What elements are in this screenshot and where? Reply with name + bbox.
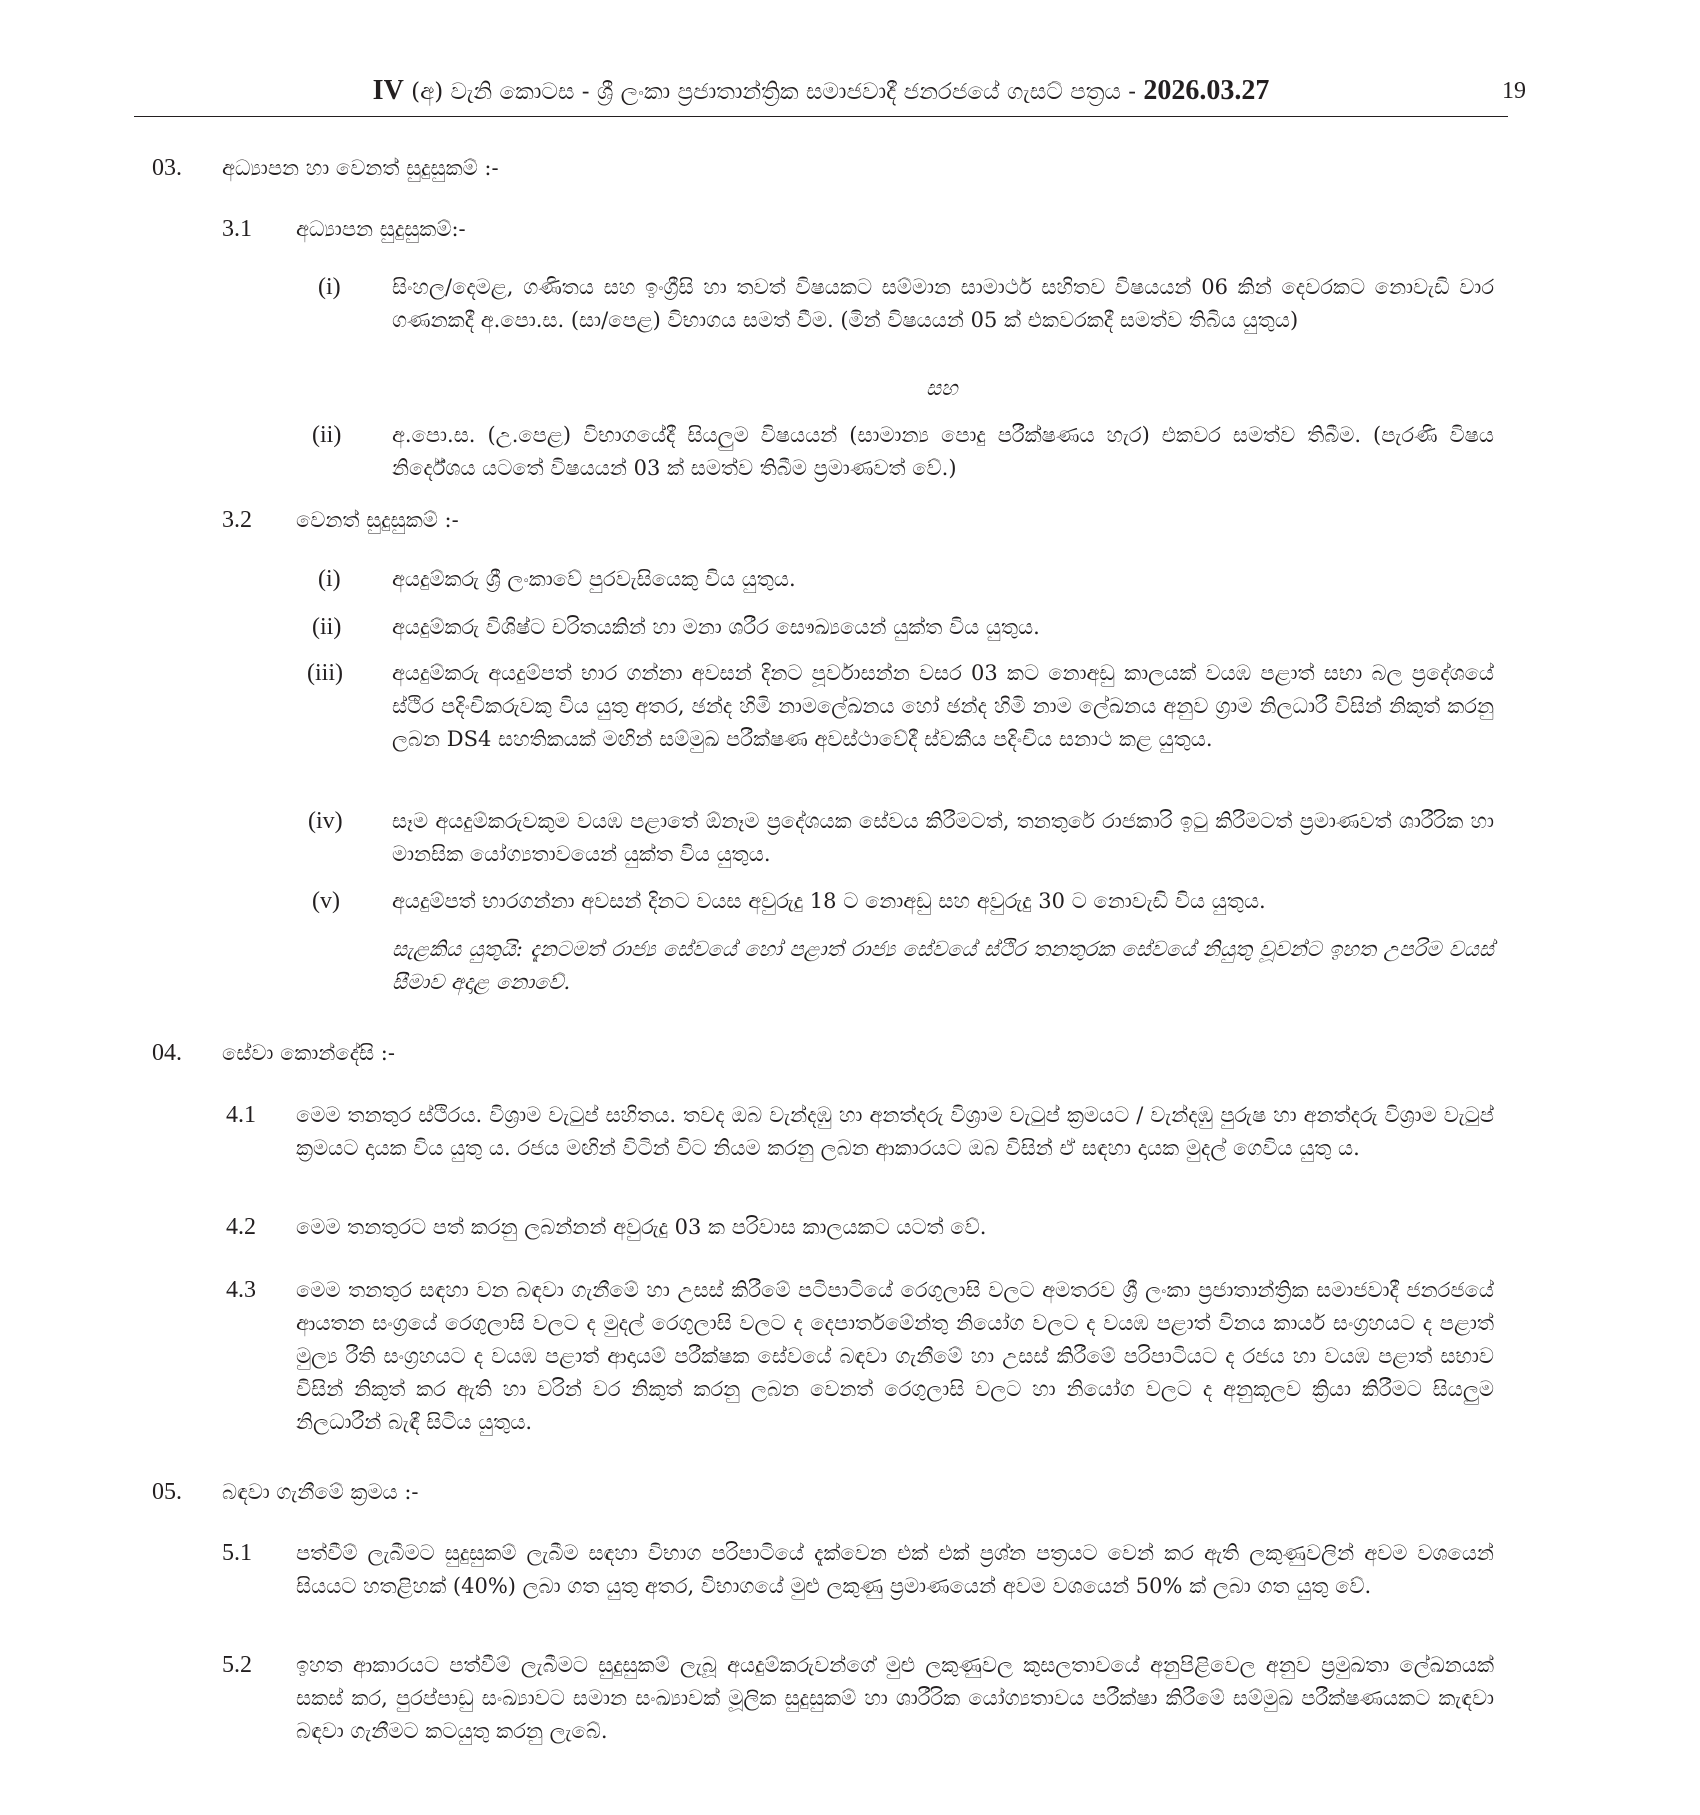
item-label: (ii) — [312, 422, 342, 448]
subsection-number: 3.2 — [222, 507, 252, 533]
conjunction-and: සහ — [926, 376, 958, 400]
subsection-text: මෙම තනතුර සඳහා වන බඳවා ගැනීමේ හා උසස් කිරීමේ පටිපාටියේ රෙගුලාසි වලට අමතරව ශ්‍රී ලංකා ප්‍රජාතාන්ත්‍රික සමාජවාදී ජනරජයේ ආයතන සංග්‍රයේ රෙගුලාසි වලට ද මුදල් රෙගුලාසි වලට ද දෙපාර්තමේන්තු නියෝග වලට ද වයඹ පළාත් විනය කාර්ය සංග්‍රහයට ද පළාත් මුල්‍ය රීති සංග්‍රහයට ද වයඹ පළාත් ආදායම් පරීක්ෂක සේවයේ බඳවා ගැනීමේ හා උසස් කිරීමේ පරිපාටියට ද රජය හා වයඹ පළාත් සභාව විසින් නිකුත් කර ඇති හා වරින් වර නිකුත් කරනු ලබන වෙනත් රෙගුලාසි වලට හා නියෝග වලට ද අනුකූලව ක්‍රියා කිරීමට සියලුම නිලධාරීන් බැඳී සිටිය යුතුය. — [296, 1278, 1494, 1434]
item-label: (v) — [312, 888, 340, 914]
page-header — [134, 74, 1526, 118]
subsection-title: අධ්‍යාපන සුදුසුකම්:- — [296, 217, 466, 241]
gazette-title — [134, 74, 1508, 109]
item-label: (iii) — [307, 660, 343, 686]
item-text: අයදුම්පත් භාරගන්නා අවසන් දිනට වයස අවුරුදු 18 ට නොඅඩු සහ අවුරුදු 30 ට නොවැඩි විය යුතුය. — [392, 889, 1266, 913]
item-label: (iv) — [308, 808, 343, 834]
subsection-text: ඉහත ආකාරයට පත්වීම් ලැබීමට සුදුසුකම් ලැබූ අයදුම්කරුවන්ගේ මුළු ලකුණුවල කුසලතාවයේ අනුපිළිවෙල අනුව ප්‍රමුඛතා ලේඛනයක් සකස් කර, පුරප්පාඩු සංඛ්‍යාවට සමාන සංඛ්‍යාවක් මූලික සුදුසුකම් හා ශාරීරික යෝග්‍යතාවය පරීක්ෂා කිරීමේ සම්මුඛ පරීක්ෂණයකට කැඳවා බඳවා ගැනීමට කටයුතු කරනු ලැබේ. — [296, 1653, 1494, 1743]
section-title: සේවා කොන්දේසි :- — [222, 1041, 395, 1065]
subsection-title: වෙනත් සුදුසුකම් :- — [296, 508, 459, 532]
subsection-number: 4.3 — [226, 1277, 256, 1303]
section-title: බඳවා ගැනීමේ ක්‍රමය :- — [222, 1480, 419, 1504]
subsection-number: 4.1 — [226, 1102, 256, 1128]
subsection-number: 4.2 — [226, 1214, 256, 1240]
note-text: සැළකිය යුතුයි: දැනටමත් රාජ්‍ය සේවයේ හෝ පළාත් රාජ්‍ය සේවයේ ස්ථිර තනතුරක සේවයේ නියුතු වූවන්ට ඉහත උපරිම වයස් සීමාව අදාළ නොවේ. — [392, 937, 1494, 994]
item-text: අයදුම්කරු විශිෂ්ට චරිතයකින් හා මනා ශරීර සෞඛ්‍යයෙන් යුක්ත විය යුතුය. — [392, 615, 1040, 639]
subsection-number: 5.2 — [222, 1652, 252, 1678]
part-prefix: IV — [372, 75, 404, 106]
section-title: අධ්‍යාපන හා වෙනත් සුදුසුකම් :- — [222, 156, 499, 180]
gazette-date: 2026.03.27 — [1143, 75, 1270, 106]
item-text: අ.පො.ස. (උ.පෙළ) විභාගයේදී සියලුම විෂයයන් (සාමාන්‍ය පොදු පරීක්ෂණය හැර) එකවර සමත්ව තිබීම. (පැරණි විෂය නිර්දේශය යටතේ විෂයයන් 03 ක් සමත්ව තිබීම ප්‍රමාණවත් වේ.) — [392, 423, 1494, 480]
subsection-text: පත්වීම් ලැබීමට සුදුසුකම් ලැබීම සඳහා විභාග පරිපාටියේ දැක්වෙන එක් එක් ප්‍රශ්න පත්‍රයට වෙන් කර ඇති ලකුණුවලින් අවම වශයෙන් සියයට හතළිහක් (40%) ලබා ගත යුතු අතර, විභාගයේ මුළු ලකුණු ප්‍රමාණයෙන් අවම වශයෙන් 50% ක් ලබා ගත යුතු වේ. — [296, 1541, 1494, 1598]
part-label: (අ) වැනි කොටස - ශ්‍රී ලංකා ප්‍රජාතාන්ත්‍රික සමාජවාදී ජනරජයේ ගැසට් පත්‍රය - — [403, 79, 1144, 105]
item-text: සෑම අයදුම්කරුවකුම වයඹ පළාතේ ඕනෑම ප්‍රදේශයක සේවය කිරීමටත්, තනතුරේ රාජකාරි ඉටු කිරීමටත් ප්‍රමාණවත් ශාරීරික හා මානසික යෝග්‍යතාවයෙන් යුක්ත විය යුතුය. — [392, 809, 1494, 866]
subsection-number: 3.1 — [222, 216, 252, 242]
item-text: අයදුම්කරු ශ්‍රී ලංකාවේ පුරවැසියෙකු විය යුතුය. — [392, 567, 796, 591]
subsection-text: මෙම තනතුරට පත් කරනු ලබන්නන් අවුරුදු 03 ක පරිවාස කාලයකට යටත් වේ. — [296, 1215, 987, 1239]
item-label: (i) — [318, 274, 341, 300]
section-number: 05. — [152, 1479, 182, 1505]
item-label: (i) — [318, 566, 341, 592]
subsection-text: මෙම තනතුර ස්ථිරය. විශ්‍රාම වැටුප් සහිතය. තවද ඔබ වැන්දඹු හා අනත්දරු විශ්‍රාම වැටුප් ක්‍රමයට / වැන්දඹු පුරුෂ හා අනත්දරු විශ්‍රාම වැටුප් ක්‍රමයට දායක විය යුතු ය. රජය මඟින් විටින් විට නියම කරනු ලබන ආකාරයට ඔබ විසින් ඒ සඳහා දායක මුදල් ගෙවිය යුතු ය. — [296, 1103, 1494, 1160]
item-text: අයදුම්කරු අයදුම්පත් භාර ගන්නා අවසන් දිනට පූර්වාසන්න වසර 03 කට නොඅඩු කාලයක් වයඹ පළාත් සභා බල ප්‍රදේශයේ ස්ථිර පදිංචිකරුවකු විය යුතු අතර, ඡන්ද හිමි නාමලේඛනය හෝ ඡන්ද හිමි නාම ලේඛනය අනුව ග්‍රාම නිලධාරී විසින් නිකුත් කරනු ලබන DS4 සහතිකයක් මඟින් සම්මුඛ පරීක්ෂණ අවස්ථාවේදී ස්වකීය පදිංචිය සනාථ කළ යුතුය. — [392, 661, 1494, 751]
item-text: සිංහල/දෙමළ, ගණිතය සහ ඉංග්‍රීසි හා තවත් විෂයකට සම්මාන සාමාර්ථ සහිතව විෂයයන් 06 කින් දෙවරකට නොවැඩි වාර ගණනකදී අ.පො.ස. (සා/පෙළ) විභාගය සමත් වීම. (මින් විෂයයන් 05 ක් එකවරකදී සමත්ව තිබිය යුතුය) — [392, 275, 1494, 332]
section-number: 03. — [152, 155, 182, 181]
item-label: (ii) — [312, 614, 342, 640]
section-number: 04. — [152, 1040, 182, 1066]
header-divider — [134, 116, 1508, 117]
page-number: 19 — [1502, 78, 1526, 104]
subsection-number: 5.1 — [222, 1540, 252, 1566]
